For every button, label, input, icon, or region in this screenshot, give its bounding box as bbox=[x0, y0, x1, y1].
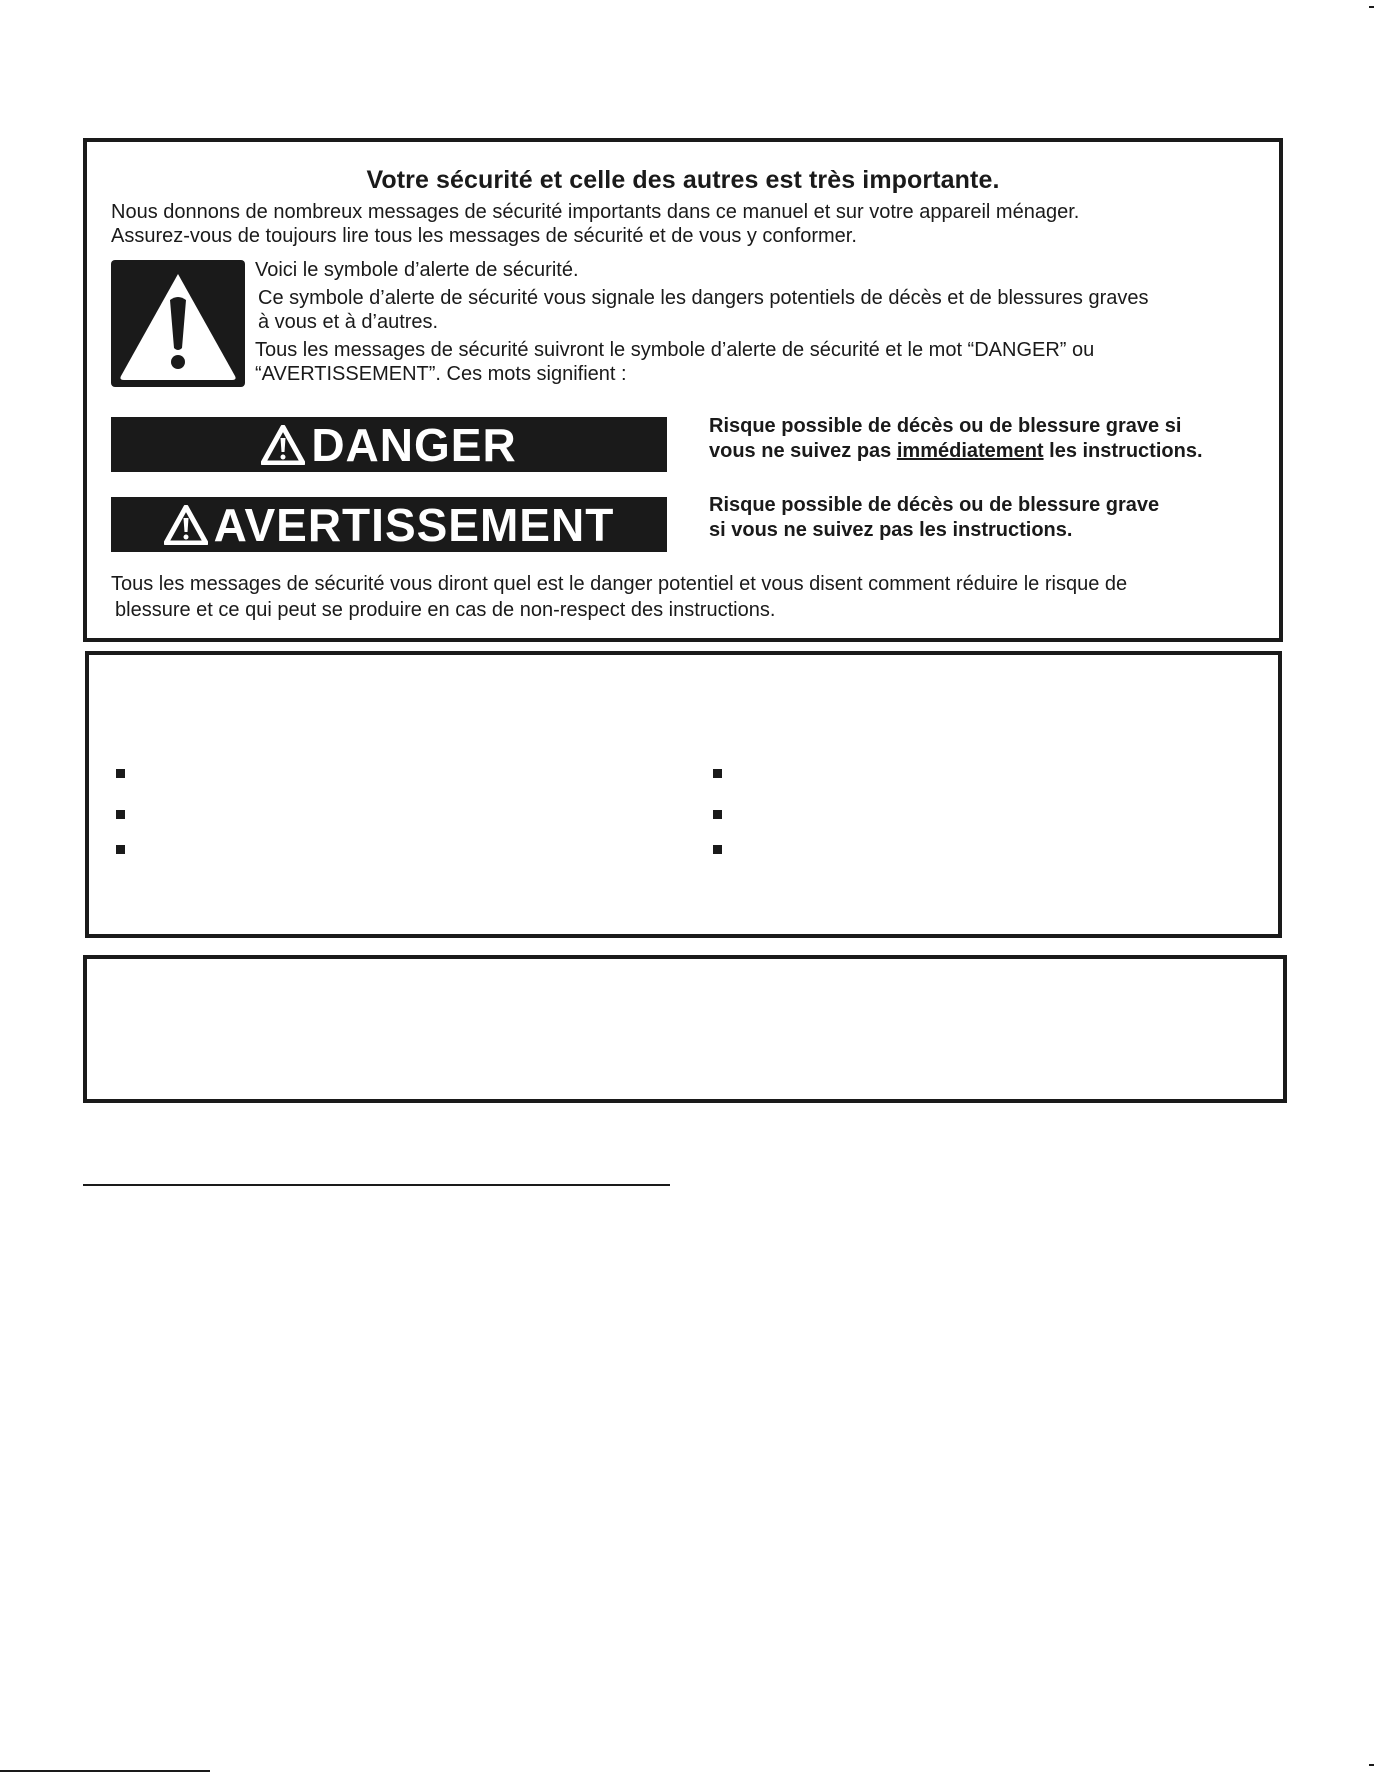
warning-meaning bbox=[709, 493, 1279, 543]
warning-label: AVERTISSEMENT bbox=[213, 498, 615, 551]
closing-line-2: blessure et ce qui peut se produire en cas de non-respect des instructions. bbox=[115, 599, 776, 621]
alert-line-1: Voici le symbole d’alerte de sécurité. bbox=[255, 259, 579, 281]
warning-alert-icon bbox=[164, 505, 208, 545]
alert-line-3b: “AVERTISSEMENT”. Ces mots signifient : bbox=[255, 363, 627, 385]
closing-line-1: Tous les messages de sécurité vous diront quel est le danger potentiel et vous disent comment réduire le risque de bbox=[111, 573, 1128, 595]
danger-meaning-line-2 bbox=[709, 439, 1279, 464]
alert-explanation bbox=[255, 258, 1265, 390]
square-bullet-icon bbox=[713, 810, 722, 819]
warning-banner bbox=[111, 497, 667, 552]
square-bullet-icon bbox=[116, 810, 125, 819]
warning-meaning-line-2: si vous ne suivez pas les instructions. bbox=[709, 519, 1073, 541]
bullet-list-box bbox=[85, 651, 1282, 938]
safety-intro bbox=[111, 200, 1271, 248]
footer-rule bbox=[83, 1184, 670, 1186]
square-bullet-icon bbox=[713, 845, 722, 854]
safety-message-box bbox=[83, 138, 1283, 642]
danger-meaning-l2a: vous ne suivez pas bbox=[709, 440, 897, 462]
corner-crop-mark bbox=[1369, 6, 1374, 8]
danger-meaning-emphasis: immédiatement bbox=[896, 440, 1044, 462]
square-bullet-icon bbox=[116, 845, 125, 854]
danger-banner bbox=[111, 417, 667, 472]
warning-meaning-line-1: Risque possible de décès ou de blessure grave bbox=[709, 494, 1160, 516]
bottom-edge-mark bbox=[0, 1770, 210, 1772]
alert-line-3a: Tous les messages de sécurité suivront le symbole d’alerte de sécurité et le mot “DANGER” ou bbox=[255, 339, 1095, 361]
square-bullet-icon bbox=[116, 769, 125, 778]
alert-line-2 bbox=[255, 286, 1265, 334]
alert-line-2b: à vous et à d’autres. bbox=[258, 311, 439, 333]
safety-alert-triangle-icon bbox=[111, 260, 245, 387]
danger-label: DANGER bbox=[311, 418, 517, 471]
square-bullet-icon bbox=[713, 769, 722, 778]
safety-closing bbox=[111, 571, 1276, 623]
intro-line-1: Nous donnons de nombreux messages de sécurité importants dans ce manuel et sur votre appareil ménager. bbox=[111, 201, 1080, 223]
danger-meaning-line-1: Risque possible de décès ou de blessure grave si bbox=[709, 415, 1182, 437]
danger-meaning-l2b: les instructions. bbox=[1043, 440, 1203, 462]
danger-alert-icon bbox=[261, 425, 305, 465]
empty-notice-box bbox=[83, 955, 1287, 1103]
corner-crop-mark bbox=[1369, 1764, 1374, 1766]
alert-line-3 bbox=[255, 338, 1265, 386]
intro-line-2: Assurez-vous de toujours lire tous les messages de sécurité et de vous y conformer. bbox=[111, 225, 857, 247]
safety-title: Votre sécurité et celle des autres est très importante. bbox=[366, 166, 1000, 194]
danger-meaning bbox=[709, 414, 1279, 464]
alert-line-2a: Ce symbole d’alerte de sécurité vous signale les dangers potentiels de décès et de blessures graves bbox=[258, 287, 1149, 309]
